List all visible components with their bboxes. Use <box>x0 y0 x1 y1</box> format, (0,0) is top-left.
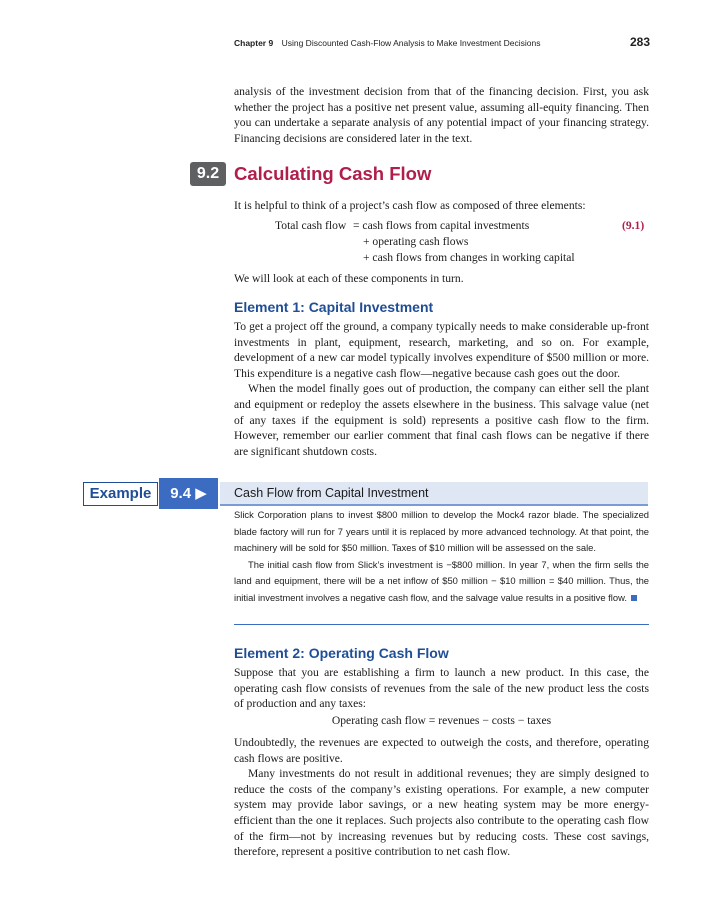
element-2-paragraph-1: Suppose that you are establishing a firm to launch a new product. In this case, the operating cash flow consists of revenues from the sale of the new product less the costs of production and any taxes: <box>234 666 649 711</box>
element-2-body <box>234 735 649 860</box>
intro-paragraph <box>234 84 649 146</box>
element-1-paragraph-2: When the model finally goes out of production, the company can either sell the plant and equipment or redeploy the assets elsewhere in the business. This salvage value (net of any taxes if the equipment is sold) represents a positive cash flow to the firm. However, remember our earlier comment that final cash flows can be negative if there are significant shutdown costs. <box>234 382 649 458</box>
equation-line-1-left: Total cash flow <box>275 219 347 232</box>
section-after <box>234 271 649 287</box>
example-number: 9.4 ▶ <box>159 478 218 509</box>
element-1-paragraph-1: To get a project off the ground, a company typically needs to make considerable up-front investments in plant, equipment, research, marketing, and so on. For example, development of a new car model typically involves expenditure of $500 million or more. This expenditure is a negative cash flow—negative because cash goes out the door. <box>234 320 649 380</box>
equation-number: (9.1) <box>622 219 645 232</box>
equation-line-3: + cash flows from changes in working capital <box>363 251 575 264</box>
chapter-label: Chapter 9 <box>234 38 274 48</box>
element-1-body <box>234 319 649 459</box>
section-title: Calculating Cash Flow <box>234 163 432 184</box>
example-paragraph-1: Slick Corporation plans to invest $800 million to develop the Mock4 razor blade. The specialized blade factory will run for 7 years until it is replaced by more advanced technology. At that point, the machinery will be sold for $50 million. Taxes of $10 million will be assessed on the sale. <box>234 509 649 554</box>
example-title: Cash Flow from Capital Investment <box>234 486 429 500</box>
section-lead-text: It is helpful to think of a project’s cash flow as composed of three elements: <box>234 199 586 212</box>
section-after-text: We will look at each of these components in turn. <box>234 272 464 285</box>
element-2-intro <box>234 665 649 712</box>
element-2-paragraph-3: Many investments do not result in additional revenues; they are simply designed to reduce the costs of the company’s existing operations. For example, a new computer system may provide labor savings, or a new heating system may be more energy-efficient than the one it replaces. Such projects also contribute to the operating cash flow of the firm—not by increasing revenues but by reducing costs. These cost savings, therefore, represent a positive contribution to net cash flow. <box>234 767 649 859</box>
example-body <box>234 507 649 607</box>
equation-line-2: + operating cash flows <box>363 235 469 248</box>
element-2-paragraph-2: Undoubtedly, the revenues are expected to outweigh the costs, and therefore, operating cash flows are positive. <box>234 736 649 765</box>
example-label: Example <box>83 482 158 506</box>
element-1-heading: Element 1: Capital Investment <box>234 299 434 315</box>
example-title-bar <box>220 482 648 506</box>
example-bottom-rule <box>234 624 649 625</box>
operating-cash-flow-equation: Operating cash flow = revenues − costs − taxes <box>331 714 552 727</box>
intro-text: analysis of the investment decision from that of the financing decision. First, you ask whether the project has a positive net present value, assuming all-equity financing. Then you can undertake a separate analysis of any potential impact of your financing strategy. Financing decisions are considered later in the text. <box>234 85 649 145</box>
example-paragraph-2-text: The initial cash flow from Slick’s investment is −$800 million. In year 7, when the firm sells the land and equipment, there will be a net inflow of $50 million − $10 million = $40 million. Thus, the initial investment involves a negative cash flow, and the salvage value results in a positive flow. <box>234 558 649 603</box>
running-header <box>234 35 650 54</box>
equation-line-1-right: = cash flows from capital investments <box>353 219 530 232</box>
chapter-title: Using Discounted Cash-Flow Analysis to Make Investment Decisions <box>281 38 541 48</box>
section-number-badge: 9.2 <box>190 162 226 186</box>
section-lead <box>234 198 649 214</box>
example-paragraph-2 <box>234 557 649 607</box>
page-number: 283 <box>629 35 650 49</box>
element-2-heading: Element 2: Operating Cash Flow <box>234 645 449 661</box>
end-of-example-icon <box>631 595 637 601</box>
